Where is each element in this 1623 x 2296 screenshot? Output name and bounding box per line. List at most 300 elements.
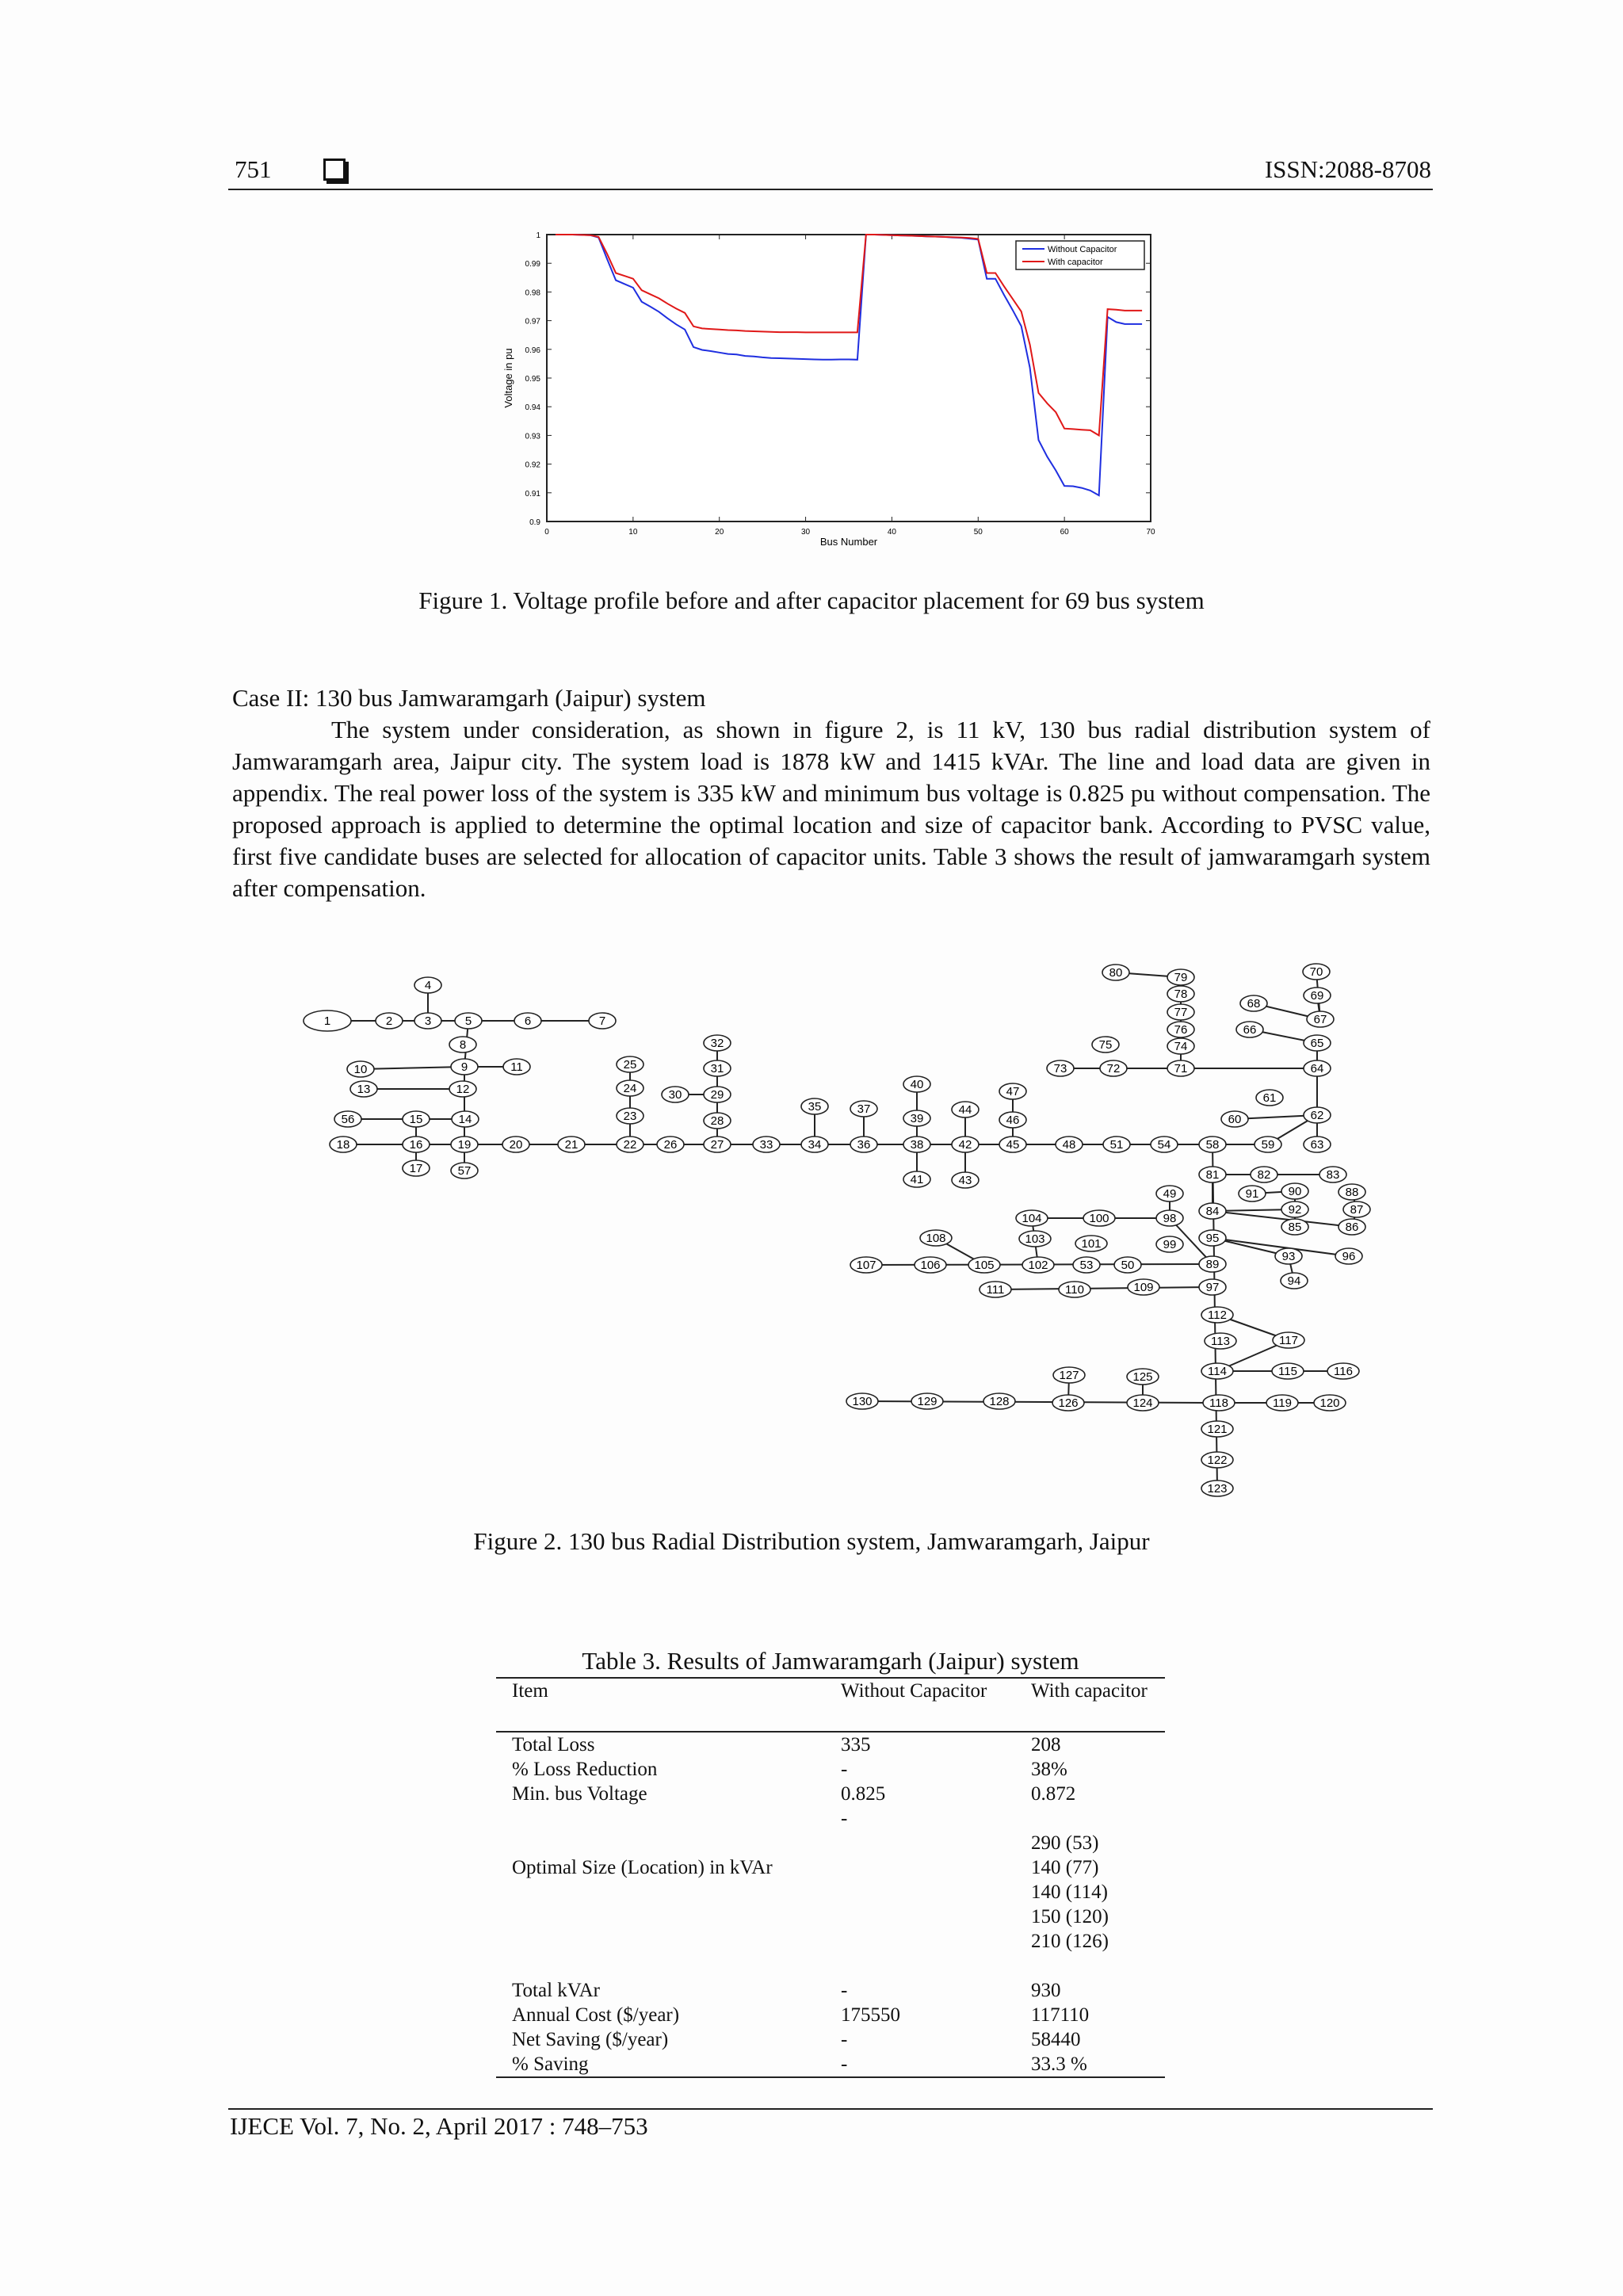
svg-text:24: 24 xyxy=(623,1082,637,1095)
bus-node xyxy=(801,1098,828,1114)
figure1-caption: Figure 1. Voltage profile before and after capacitor placement for 69 bus system xyxy=(418,586,1205,614)
svg-text:7: 7 xyxy=(598,1014,606,1028)
x-axis-label: Bus Number xyxy=(819,536,878,548)
svg-text:105: 105 xyxy=(974,1259,995,1272)
svg-text:36: 36 xyxy=(857,1138,871,1152)
y-tick-label: 1 xyxy=(536,231,540,240)
page-number: 751 xyxy=(235,155,272,183)
cell: 208 xyxy=(1031,1734,1061,1755)
bus-node xyxy=(1203,1395,1235,1411)
x-tick-label: 40 xyxy=(887,528,896,537)
bus-node xyxy=(1338,1219,1365,1235)
svg-text:13: 13 xyxy=(357,1083,371,1096)
svg-text:73: 73 xyxy=(1053,1062,1067,1075)
svg-text:104: 104 xyxy=(1022,1212,1042,1225)
cell: Annual Cost ($/year) xyxy=(512,2004,680,2026)
svg-text:80: 80 xyxy=(1109,966,1123,980)
svg-text:30: 30 xyxy=(668,1088,682,1102)
col-header-without: Without Capacitor xyxy=(825,1678,1015,1732)
bus-node xyxy=(1254,1137,1281,1152)
svg-text:68: 68 xyxy=(1247,997,1261,1010)
bus-node xyxy=(1083,1210,1115,1226)
table-row xyxy=(496,2003,1165,2027)
cell: Total kVAr xyxy=(512,1980,600,2001)
x-tick-label: 20 xyxy=(715,528,724,537)
bus-node xyxy=(1073,1257,1100,1273)
bus-node xyxy=(850,1137,877,1152)
bus-node xyxy=(1127,1395,1159,1411)
svg-text:107: 107 xyxy=(856,1259,876,1272)
bus-node xyxy=(903,1110,930,1126)
bus-node xyxy=(846,1393,878,1409)
svg-text:17: 17 xyxy=(409,1162,423,1175)
svg-text:115: 115 xyxy=(1278,1365,1297,1378)
svg-text:112: 112 xyxy=(1208,1308,1227,1322)
svg-text:118: 118 xyxy=(1209,1396,1228,1410)
y-tick-label: 0.93 xyxy=(525,432,540,441)
svg-text:8: 8 xyxy=(459,1038,467,1052)
bus-node xyxy=(920,1230,952,1246)
cell: Total Loss xyxy=(512,1734,595,1755)
cell: 0.825 - xyxy=(841,1783,886,1829)
y-tick-label: 0.9 xyxy=(529,518,540,527)
bus-node xyxy=(1167,1060,1194,1076)
svg-text:37: 37 xyxy=(857,1102,871,1116)
x-tick-label: 50 xyxy=(973,528,983,537)
bus-node xyxy=(1059,1282,1090,1297)
y-tick-label: 0.95 xyxy=(525,375,540,384)
svg-text:101: 101 xyxy=(1081,1237,1102,1251)
svg-text:126: 126 xyxy=(1058,1396,1079,1410)
svg-text:96: 96 xyxy=(1342,1250,1356,1263)
bus-node xyxy=(449,1037,476,1052)
svg-text:31: 31 xyxy=(710,1062,724,1075)
bus-node xyxy=(1319,1167,1346,1182)
bus-node xyxy=(617,1137,643,1152)
svg-text:123: 123 xyxy=(1207,1482,1228,1496)
bus-node xyxy=(1201,1480,1233,1496)
x-tick-label: 30 xyxy=(801,528,811,537)
svg-text:91: 91 xyxy=(1245,1187,1259,1201)
cell: 290 (53) 140 (77) 140 (114) 150 (120) 210 (126) xyxy=(1031,1832,1109,1952)
svg-text:83: 83 xyxy=(1326,1168,1340,1182)
svg-text:119: 119 xyxy=(1273,1396,1292,1410)
bus-node xyxy=(1304,1107,1331,1123)
svg-text:54: 54 xyxy=(1157,1138,1171,1152)
svg-text:98: 98 xyxy=(1163,1212,1177,1225)
svg-text:33: 33 xyxy=(759,1138,773,1152)
svg-text:29: 29 xyxy=(710,1088,724,1102)
svg-text:61: 61 xyxy=(1262,1091,1277,1105)
bus-node xyxy=(1303,964,1330,980)
svg-text:124: 124 xyxy=(1132,1396,1153,1410)
cell: - xyxy=(841,2029,848,2050)
bus-node xyxy=(1199,1230,1226,1246)
svg-text:74: 74 xyxy=(1174,1040,1188,1053)
svg-text:87: 87 xyxy=(1350,1203,1364,1217)
bus-node xyxy=(617,1080,643,1096)
svg-text:95: 95 xyxy=(1205,1232,1220,1245)
cell: 117110 xyxy=(1031,2004,1090,2026)
bus-node xyxy=(999,1137,1026,1152)
svg-text:77: 77 xyxy=(1174,1006,1188,1019)
bus-node xyxy=(1201,1452,1233,1468)
bus-node xyxy=(1102,965,1129,980)
bus-node xyxy=(1075,1236,1107,1251)
bus-node xyxy=(1092,1037,1119,1052)
svg-text:32: 32 xyxy=(710,1037,724,1050)
table-row xyxy=(496,1757,1165,1782)
svg-text:109: 109 xyxy=(1133,1281,1154,1294)
bus-node xyxy=(1273,1332,1304,1348)
bus-node xyxy=(1167,1004,1194,1020)
bus-node xyxy=(1201,1307,1233,1323)
y-tick-label: 0.96 xyxy=(525,346,540,355)
col-header-with: With capacitor xyxy=(1015,1678,1165,1732)
svg-text:19: 19 xyxy=(457,1138,472,1152)
bus-node xyxy=(1167,1022,1194,1037)
svg-text:46: 46 xyxy=(1006,1114,1020,1127)
svg-text:89: 89 xyxy=(1205,1258,1220,1271)
bus-node xyxy=(662,1087,689,1102)
cell: 38% xyxy=(1031,1759,1067,1780)
bus-node xyxy=(1167,986,1194,1002)
bus-node xyxy=(1272,1363,1304,1379)
bus-node xyxy=(1128,1279,1159,1295)
issn: ISSN:2088-8708 xyxy=(1264,155,1431,183)
bus-node xyxy=(903,1076,930,1092)
svg-text:113: 113 xyxy=(1211,1335,1230,1348)
cell: Optimal Size (Location) in kVAr xyxy=(512,1857,773,1878)
svg-text:125: 125 xyxy=(1132,1370,1153,1384)
bus-node xyxy=(1307,1011,1334,1027)
svg-text:28: 28 xyxy=(710,1114,724,1128)
x-tick-label: 10 xyxy=(628,528,638,537)
cell: 58440 xyxy=(1031,2029,1081,2050)
svg-text:41: 41 xyxy=(910,1173,924,1186)
svg-text:102: 102 xyxy=(1028,1259,1048,1272)
bus-node xyxy=(1256,1090,1283,1106)
svg-text:34: 34 xyxy=(808,1138,822,1152)
bus-node xyxy=(1338,1184,1365,1200)
cell: 335 xyxy=(841,1734,871,1755)
table-caption: Table 3. Results of Jamwaramgarh (Jaipur) system xyxy=(582,1647,1079,1675)
bus-node xyxy=(1221,1111,1248,1127)
bus-node xyxy=(376,1013,403,1029)
bus-node xyxy=(1304,1060,1331,1076)
y-axis-label: Voltage in pu xyxy=(502,348,514,408)
bus-node xyxy=(403,1111,430,1127)
bus-node xyxy=(1236,1022,1263,1037)
bus-node xyxy=(1199,1279,1226,1295)
bus-node xyxy=(1019,1231,1051,1247)
svg-text:90: 90 xyxy=(1288,1185,1302,1198)
cell xyxy=(825,1831,1015,1954)
svg-text:35: 35 xyxy=(808,1100,822,1114)
y-tick-label: 0.91 xyxy=(525,489,540,499)
svg-text:4: 4 xyxy=(424,979,432,992)
svg-text:39: 39 xyxy=(910,1112,924,1125)
svg-text:9: 9 xyxy=(460,1060,468,1074)
bus-node xyxy=(1205,1333,1236,1349)
bus-node xyxy=(1114,1257,1141,1273)
svg-text:58: 58 xyxy=(1205,1138,1220,1152)
svg-text:42: 42 xyxy=(958,1138,972,1152)
bus-node xyxy=(1199,1203,1226,1219)
bus-node xyxy=(334,1111,361,1127)
bus-node xyxy=(1022,1257,1054,1273)
col-header-item: Item xyxy=(496,1678,825,1732)
svg-text:103: 103 xyxy=(1025,1232,1045,1246)
bus-node xyxy=(1052,1395,1084,1411)
bus-node xyxy=(952,1137,979,1152)
svg-text:48: 48 xyxy=(1062,1138,1076,1152)
svg-text:43: 43 xyxy=(958,1174,972,1187)
svg-text:26: 26 xyxy=(663,1138,678,1152)
bus-node xyxy=(403,1160,430,1176)
bus-node xyxy=(1056,1137,1083,1152)
table-row xyxy=(496,1782,1165,1831)
svg-text:94: 94 xyxy=(1287,1274,1301,1288)
y-tick-label: 0.94 xyxy=(525,403,540,413)
bus-node xyxy=(617,1108,643,1124)
bus-node xyxy=(704,1087,731,1102)
svg-text:12: 12 xyxy=(456,1083,470,1096)
cell: - xyxy=(841,1980,848,2001)
bus-node xyxy=(1251,1167,1277,1182)
bus-node xyxy=(449,1081,476,1097)
x-tick-label: 70 xyxy=(1146,528,1155,537)
cell: % Loss Reduction xyxy=(512,1759,658,1780)
bus-node xyxy=(1156,1210,1183,1226)
svg-text:45: 45 xyxy=(1006,1138,1020,1152)
bus-node xyxy=(304,1010,351,1031)
bus-node xyxy=(952,1172,979,1188)
bus-node xyxy=(999,1083,1026,1099)
svg-text:110: 110 xyxy=(1065,1283,1084,1297)
svg-text:50: 50 xyxy=(1121,1259,1135,1272)
bus-node xyxy=(1281,1219,1308,1235)
svg-text:11: 11 xyxy=(510,1060,523,1074)
svg-text:75: 75 xyxy=(1098,1038,1113,1052)
line-segment xyxy=(361,1067,464,1069)
bus-node xyxy=(1327,1363,1359,1379)
bus-node xyxy=(704,1060,731,1076)
bus-node xyxy=(1100,1060,1127,1076)
bus-node xyxy=(589,1013,616,1029)
svg-text:63: 63 xyxy=(1310,1138,1324,1152)
y-tick-label: 0.99 xyxy=(525,260,540,269)
bus-node xyxy=(1156,1186,1183,1201)
legend-label-with: With capacitor xyxy=(1048,258,1103,267)
svg-text:51: 51 xyxy=(1109,1138,1124,1152)
svg-text:44: 44 xyxy=(958,1103,972,1117)
svg-text:40: 40 xyxy=(910,1078,924,1091)
table-header-row xyxy=(496,1678,1165,1732)
bus-node xyxy=(999,1112,1026,1128)
svg-text:100: 100 xyxy=(1089,1212,1109,1225)
diagram-lines xyxy=(327,972,1357,1488)
bus-node xyxy=(1156,1236,1183,1252)
svg-text:78: 78 xyxy=(1174,988,1188,1001)
footer-citation: IJECE Vol. 7, No. 2, April 2017 : 748–753 xyxy=(230,2112,648,2140)
table-row xyxy=(496,2052,1165,2077)
svg-text:106: 106 xyxy=(920,1259,941,1272)
bus-node xyxy=(1266,1395,1298,1411)
bus-node xyxy=(1199,1256,1226,1272)
svg-text:1: 1 xyxy=(323,1014,331,1028)
svg-text:88: 88 xyxy=(1345,1186,1359,1199)
bus-node xyxy=(1151,1137,1178,1152)
radial-distribution-diagram xyxy=(269,951,1395,1506)
cell: 33.3 % xyxy=(1015,2052,1165,2077)
bus-node xyxy=(347,1061,374,1077)
bus-node xyxy=(451,1163,478,1179)
bus-node xyxy=(903,1171,930,1187)
bus-node xyxy=(1304,1035,1331,1051)
bus-node xyxy=(617,1056,643,1072)
line-segment xyxy=(995,1287,1212,1289)
svg-text:76: 76 xyxy=(1174,1023,1188,1037)
svg-text:10: 10 xyxy=(353,1063,368,1076)
x-tick-label: 60 xyxy=(1060,528,1069,537)
bus-node xyxy=(952,1102,979,1117)
diagram-buses xyxy=(304,964,1370,1496)
bus-node xyxy=(704,1137,731,1152)
bus-node xyxy=(1304,1137,1331,1152)
bus-node xyxy=(903,1137,930,1152)
bus-node xyxy=(514,1013,541,1029)
svg-text:60: 60 xyxy=(1228,1113,1242,1126)
svg-text:85: 85 xyxy=(1288,1221,1302,1234)
bus-node xyxy=(1199,1137,1226,1152)
svg-text:57: 57 xyxy=(457,1164,472,1178)
bus-node xyxy=(452,1111,479,1127)
bus-node xyxy=(1239,1186,1266,1201)
bus-node xyxy=(704,1113,731,1129)
svg-text:128: 128 xyxy=(989,1395,1010,1408)
bus-node xyxy=(1304,988,1331,1003)
svg-text:70: 70 xyxy=(1309,965,1323,979)
svg-text:86: 86 xyxy=(1345,1221,1359,1234)
y-tick-label: 0.98 xyxy=(525,288,540,298)
svg-text:59: 59 xyxy=(1261,1138,1275,1152)
svg-text:122: 122 xyxy=(1207,1454,1228,1467)
cell: Net Saving ($/year) xyxy=(512,2029,669,2050)
svg-text:114: 114 xyxy=(1208,1365,1227,1378)
svg-text:15: 15 xyxy=(409,1113,423,1126)
svg-text:82: 82 xyxy=(1257,1168,1271,1182)
table-row xyxy=(496,1732,1165,1757)
bus-node xyxy=(801,1137,828,1152)
legend-label-without: Without Capacitor xyxy=(1048,245,1117,254)
results-table xyxy=(496,1647,1165,2078)
bus-node xyxy=(1281,1273,1308,1289)
svg-text:5: 5 xyxy=(464,1014,472,1028)
case-heading: Case II: 130 bus Jamwaramgarh (Jaipur) system xyxy=(232,684,706,712)
table-row xyxy=(496,1831,1165,1954)
bus-node xyxy=(657,1137,684,1152)
bus-node xyxy=(455,1013,482,1029)
bus-node xyxy=(1314,1395,1346,1411)
bus-node xyxy=(414,1013,441,1029)
y-tick-label: 0.92 xyxy=(525,460,540,470)
bus-node xyxy=(980,1282,1011,1297)
bus-node xyxy=(1167,1038,1194,1054)
bus-node xyxy=(1053,1367,1085,1383)
svg-text:72: 72 xyxy=(1106,1062,1121,1075)
bus-node xyxy=(753,1137,780,1152)
svg-text:56: 56 xyxy=(341,1113,355,1126)
bus-node xyxy=(414,977,441,993)
section-paragraph: The system under consideration, as shown in figure 2, is 11 kV, 130 bus radial distribution system of Jamwaramgarh area, Jaipur city. The system load is 1878 kW and 1415 kVAr. The line and load data are given in appendix. The real power loss of the system is 335 kW and minimum bus voltage is 0.825 pu without compensation. The proposed approach is applied to determine the optimal location and size of capacitor bank. According to PVSC value, first five candidate buses are selected for allocation of capacitor units. Table 3 shows the result of jamwaramgarh system after compensation. xyxy=(232,716,1430,902)
figure2-caption: Figure 2. 130 bus Radial Distribution system, Jamwaramgarh, Jaipur xyxy=(473,1527,1150,1555)
bus-node xyxy=(1281,1183,1308,1199)
bus-node xyxy=(1199,1167,1226,1182)
svg-text:129: 129 xyxy=(917,1395,938,1408)
svg-text:3: 3 xyxy=(424,1014,432,1028)
bus-node xyxy=(704,1035,731,1051)
x-tick-label: 0 xyxy=(544,528,549,537)
cell: Min. bus Voltage xyxy=(512,1783,647,1805)
bus-node xyxy=(502,1137,529,1152)
svg-text:38: 38 xyxy=(910,1138,924,1152)
bus-node xyxy=(1335,1248,1362,1264)
svg-text:66: 66 xyxy=(1243,1023,1257,1037)
svg-text:22: 22 xyxy=(623,1138,637,1152)
svg-text:6: 6 xyxy=(524,1014,532,1028)
cell: 175550 xyxy=(841,2004,900,2026)
table-row xyxy=(496,2027,1165,2052)
bus-node xyxy=(503,1059,530,1075)
bus-node xyxy=(1103,1137,1130,1152)
bus-node xyxy=(850,1101,877,1117)
bus-node xyxy=(403,1137,430,1152)
bus-node xyxy=(915,1257,946,1273)
cell: - xyxy=(841,1759,848,1780)
svg-text:20: 20 xyxy=(509,1138,523,1152)
cell: 930 xyxy=(1031,1980,1061,2001)
svg-text:67: 67 xyxy=(1313,1013,1327,1026)
cell: % Saving xyxy=(496,2052,825,2077)
legend xyxy=(1016,241,1144,269)
svg-text:71: 71 xyxy=(1174,1062,1188,1075)
bus-node xyxy=(350,1081,377,1097)
svg-text:18: 18 xyxy=(336,1138,350,1152)
bus-node xyxy=(1275,1248,1302,1264)
square-bullet-icon xyxy=(323,159,346,185)
bus-node xyxy=(1201,1421,1233,1437)
cell: 0.872 xyxy=(1031,1783,1076,1805)
svg-text:97: 97 xyxy=(1205,1281,1220,1294)
svg-text:93: 93 xyxy=(1281,1250,1296,1263)
svg-text:81: 81 xyxy=(1205,1168,1220,1182)
bus-node xyxy=(1167,969,1194,985)
cell: - xyxy=(825,2052,1015,2077)
svg-text:79: 79 xyxy=(1174,971,1188,984)
svg-text:84: 84 xyxy=(1205,1205,1220,1218)
bus-node xyxy=(911,1393,943,1409)
svg-text:99: 99 xyxy=(1163,1238,1177,1251)
bus-node xyxy=(968,1257,1000,1273)
svg-text:121: 121 xyxy=(1207,1423,1228,1436)
svg-text:16: 16 xyxy=(409,1138,423,1152)
svg-text:65: 65 xyxy=(1310,1037,1324,1050)
svg-text:27: 27 xyxy=(710,1138,724,1152)
section-body xyxy=(232,682,1430,904)
svg-text:69: 69 xyxy=(1310,989,1324,1003)
svg-text:2: 2 xyxy=(385,1014,393,1028)
